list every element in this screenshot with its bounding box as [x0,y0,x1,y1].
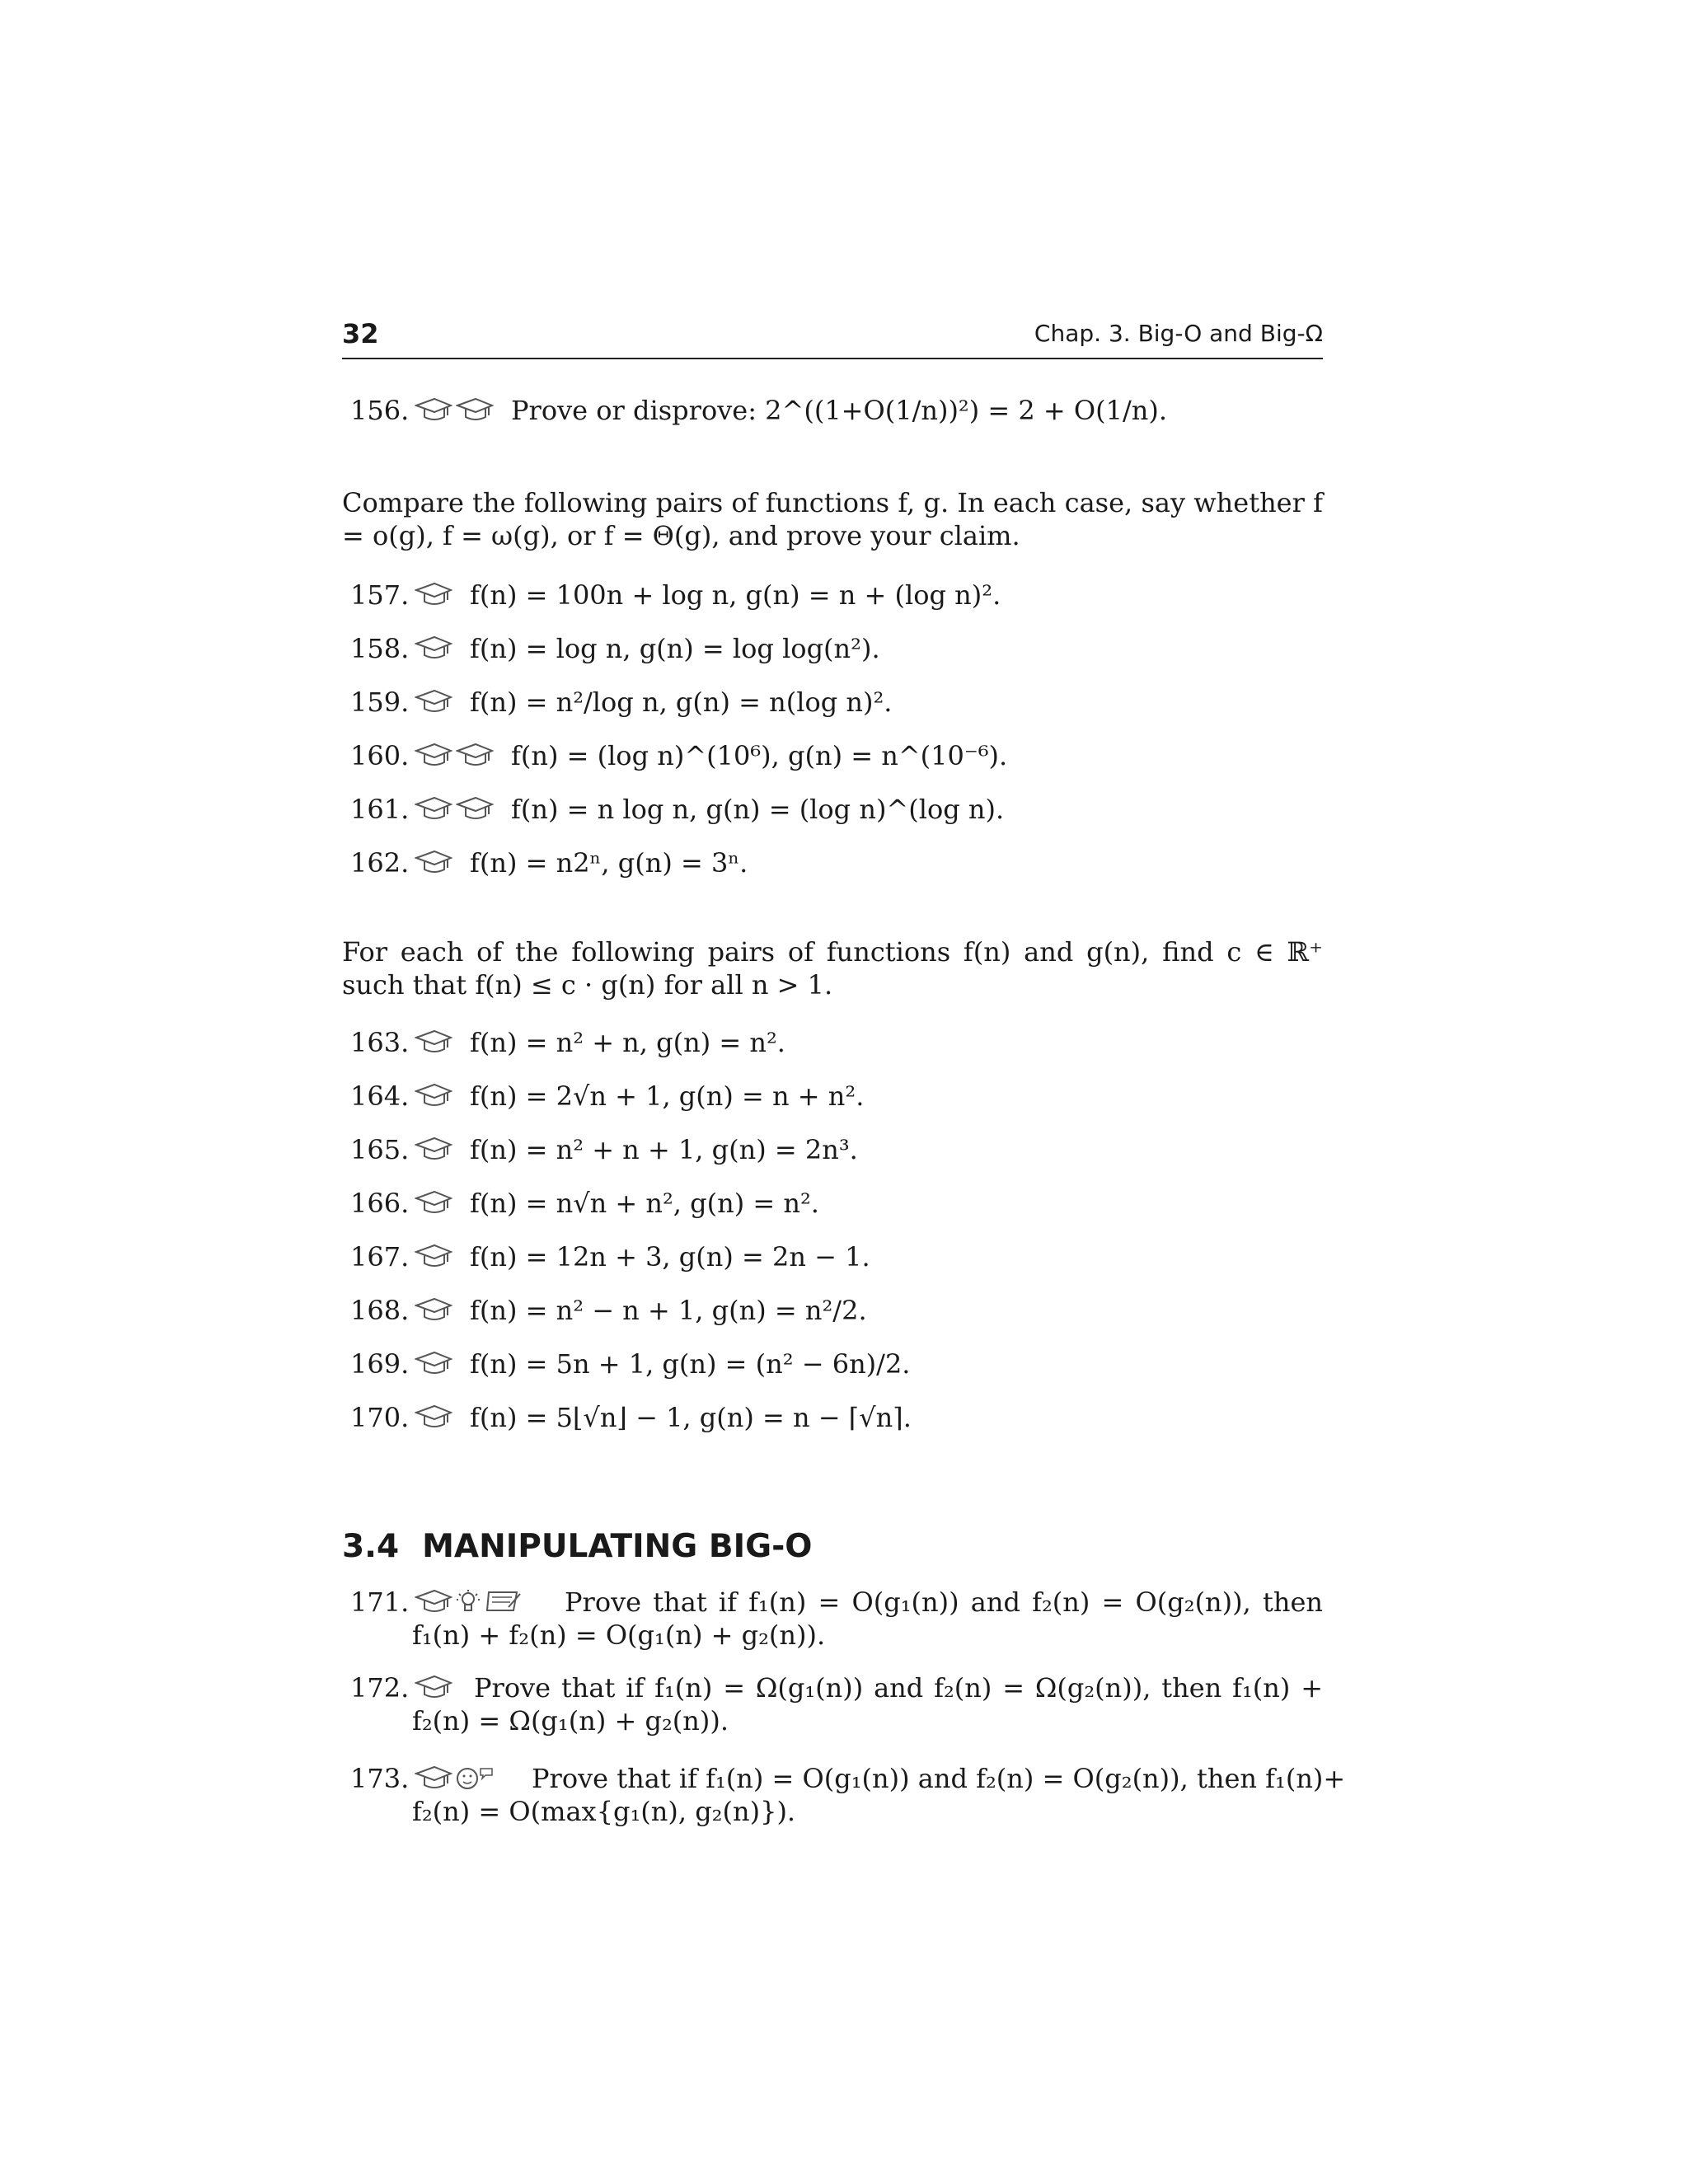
problem-number: 172. [350,1672,410,1704]
smiley-speech-icon [456,1765,494,1790]
mortarboard-icon [415,1083,452,1108]
problem-number: 157. [350,579,410,611]
instructions-compare: Compare the following pairs of functions f, g. In each case, say whether f = o(g), f = ω(g), or f = Θ(g), and prove your claim. [342,487,1323,551]
difficulty-icons [415,1589,522,1615]
lightbulb-icon [456,1589,481,1614]
section-heading [342,1528,812,1565]
mortarboard-icon [415,689,452,714]
mortarboard-icon [415,796,452,821]
scroll-icon [484,1589,522,1614]
mortarboard-icon [415,1589,452,1614]
mortarboard-icon [415,1765,452,1790]
problem-number: 161. [350,794,410,825]
problem-text: Prove or disprove: 2^((1+O(1/n))²) = 2 + O(1/n). [511,395,1168,426]
mortarboard-icon [415,1404,452,1429]
section-title: MANIPULATING BIG-O [422,1528,813,1565]
problem-text: f(n) = n2ⁿ, g(n) = 3ⁿ. [470,847,748,879]
difficulty-icons [415,689,452,715]
problem-number: 169. [350,1348,410,1380]
problem-text: f(n) = log n, g(n) = log log(n²). [470,633,880,664]
problem-text: f(n) = n² + n, g(n) = n². [470,1027,785,1058]
problem-number: 170. [350,1402,410,1433]
problem-number: 168. [350,1295,410,1326]
problem-text-line1: Prove that if f₁(n) = O(g₁(n)) and f₂(n) = O(g₂(n)), then f₁(n)+ [532,1763,1346,1794]
problem-text: f(n) = (log n)^(10⁶), g(n) = n^(10⁻⁶). [511,740,1008,771]
mortarboard-icon [415,1297,452,1322]
mortarboard-icon [415,1190,452,1215]
mortarboard-icon [456,743,494,767]
mortarboard-icon [415,1351,452,1376]
running-title: Chap. 3. Big-O and Big-Ω [1034,320,1323,347]
difficulty-icons [415,1083,452,1109]
problem-number: 162. [350,847,410,879]
mortarboard-icon [415,397,452,422]
problem-text-line1: Prove that if f₁(n) = O(g₁(n)) and f₂(n) = O(g₂(n)), then [565,1586,1323,1618]
difficulty-icons [415,582,452,608]
mortarboard-icon [415,1675,452,1699]
problem-number: 158. [350,633,410,664]
difficulty-icons [415,850,452,876]
problem-text: f(n) = n√n + n², g(n) = n². [470,1188,819,1219]
difficulty-icons [415,1137,452,1163]
mortarboard-icon [456,397,494,422]
difficulty-icons [415,1297,452,1324]
problem-number: 173. [350,1763,410,1794]
difficulty-icons [415,1029,452,1056]
problem-number: 160. [350,740,410,771]
problem-text: f(n) = 100n + log n, g(n) = n + (log n)². [470,579,1001,611]
difficulty-icons [415,1351,452,1377]
problem-number: 163. [350,1027,410,1058]
problem-text: f(n) = n² − n + 1, g(n) = n²/2. [470,1295,867,1326]
mortarboard-icon [415,1244,452,1268]
instructions-find-c: For each of the following pairs of functions f(n) and g(n), find c ∈ ℝ⁺ such that f(n) ≤ c · g(n) for all n > 1. [342,936,1323,1001]
mortarboard-icon [456,796,494,821]
problem-number: 164. [350,1080,410,1112]
problem-text-line2: f₂(n) = O(max{g₁(n), g₂(n)}). [412,1796,796,1827]
problem-text: f(n) = 5n + 1, g(n) = (n² − 6n)/2. [470,1348,911,1380]
problem-text: f(n) = 12n + 3, g(n) = 2n − 1. [470,1241,870,1272]
running-header [342,318,1323,359]
mortarboard-icon [415,743,452,767]
problem-number: 171. [350,1586,410,1618]
difficulty-icons [415,743,494,769]
mortarboard-icon [415,850,452,874]
mortarboard-icon [415,582,452,607]
difficulty-icons [415,1190,452,1216]
section-number: 3.4 [342,1528,400,1565]
problem-text-line2: f₂(n) = Ω(g₁(n) + g₂(n)). [412,1705,729,1736]
problem-number: 159. [350,687,410,718]
problem-text: f(n) = 5⌊√n⌋ − 1, g(n) = n − ⌈√n⌉. [470,1402,912,1433]
problem-number: 166. [350,1188,410,1219]
problem-text-line1: Prove that if f₁(n) = Ω(g₁(n)) and f₂(n) = Ω(g₂(n)), then f₁(n) + [474,1672,1323,1704]
difficulty-icons [415,796,494,823]
difficulty-icons [415,1404,452,1431]
mortarboard-icon [415,635,452,660]
problem-text: f(n) = n²/log n, g(n) = n(log n)². [470,687,893,718]
difficulty-icons [415,1675,452,1701]
mortarboard-icon [415,1137,452,1161]
page-number: 32 [342,318,379,349]
difficulty-icons [415,1765,494,1792]
mortarboard-icon [415,1029,452,1054]
problem-text: f(n) = 2√n + 1, g(n) = n + n². [470,1080,865,1112]
difficulty-icons [415,1244,452,1270]
problem-number: 167. [350,1241,410,1272]
difficulty-icons [415,397,494,424]
problem-number: 156. [350,395,410,426]
problem-number: 165. [350,1134,410,1165]
problem-text-line2: f₁(n) + f₂(n) = O(g₁(n) + g₂(n)). [412,1619,826,1651]
problem-text: f(n) = n log n, g(n) = (log n)^(log n). [511,794,1005,825]
problem-text: f(n) = n² + n + 1, g(n) = 2n³. [470,1134,858,1165]
difficulty-icons [415,635,452,662]
